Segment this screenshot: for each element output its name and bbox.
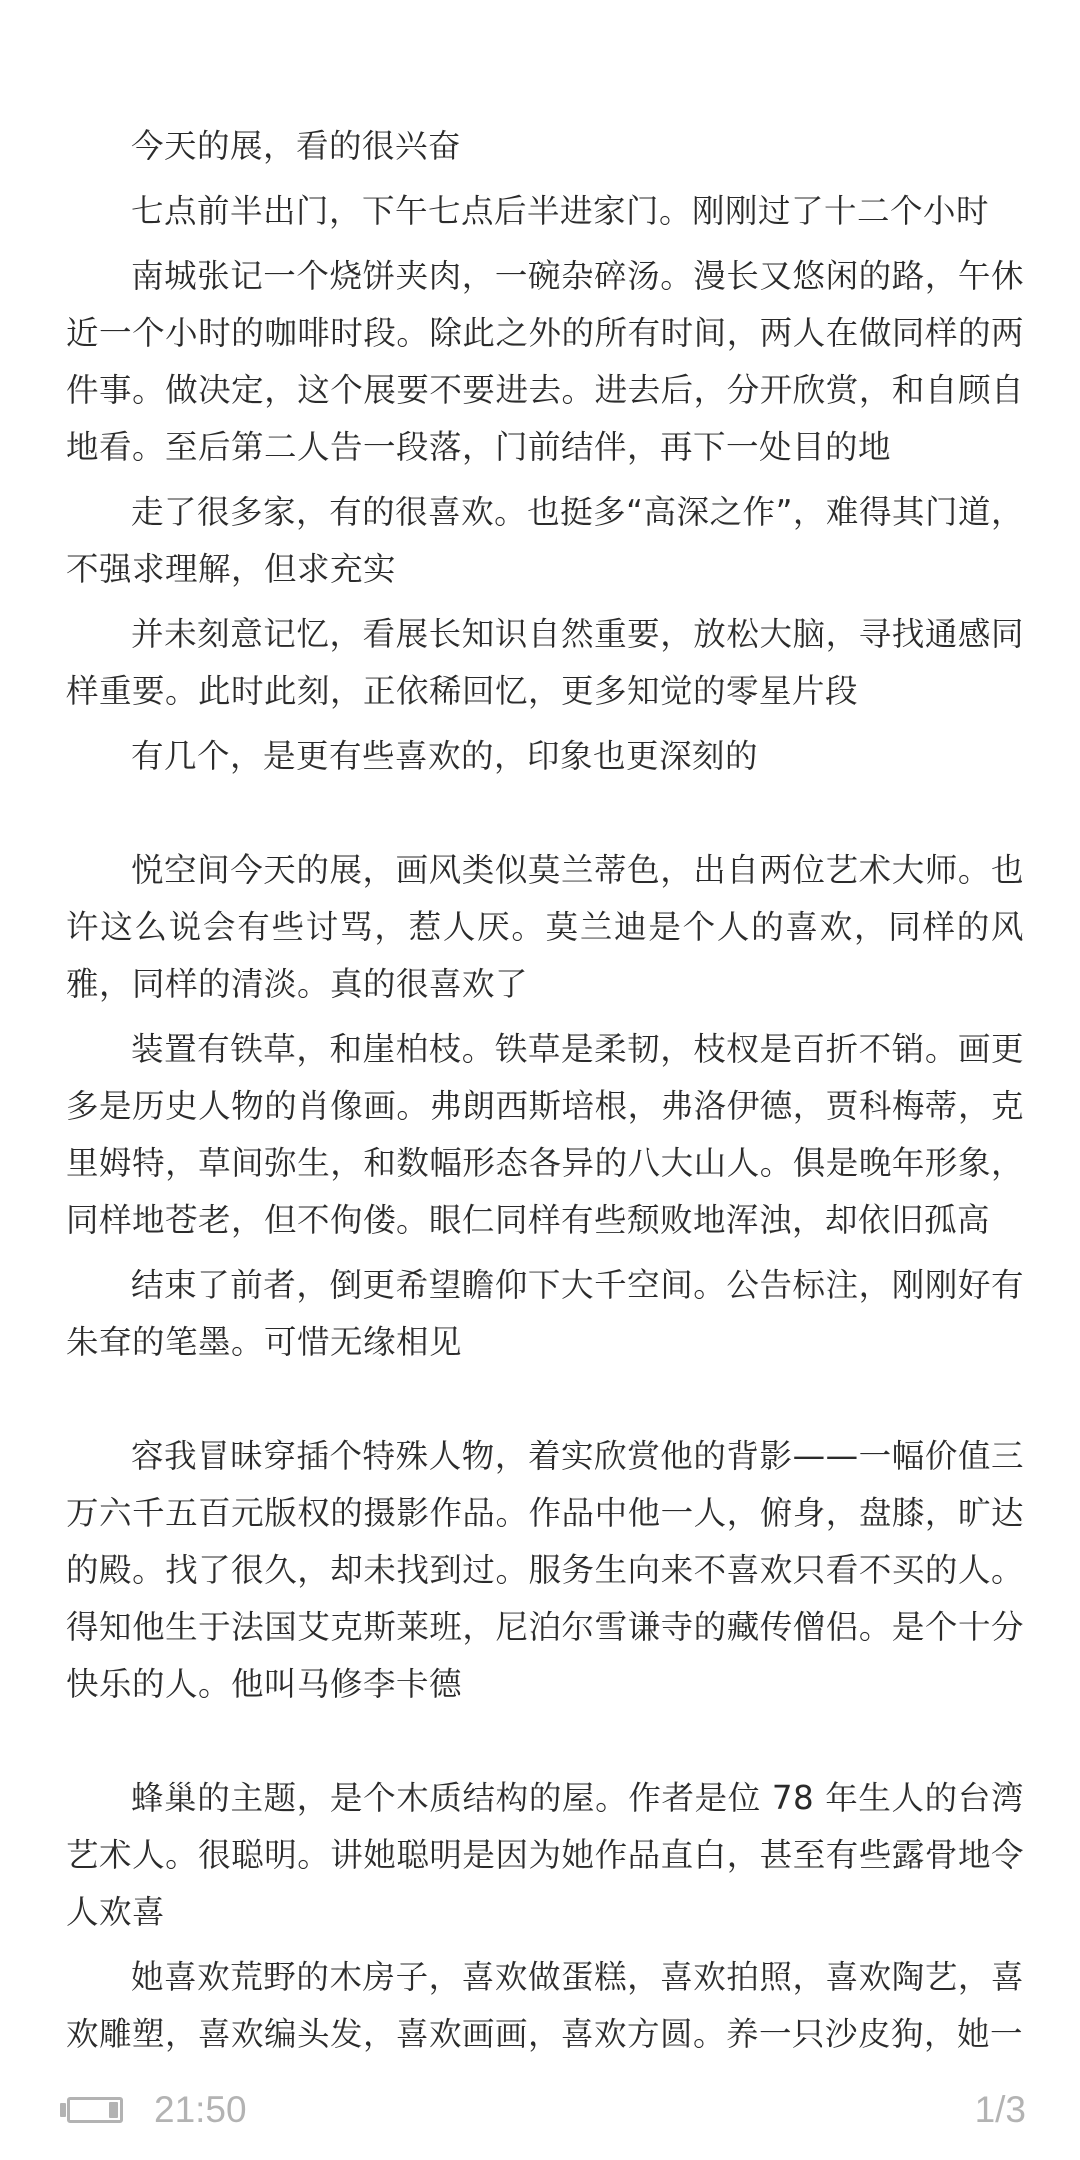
- paragraph: 南城张记一个烧饼夹肉，一碗杂碎汤。漫长又悠闲的路，午休近一个小时的咖啡时段。除此之外的所有时间，两人在做同样的两件事。做决定，这个展要不要进去。进去后，分开欣赏，和自顾自地看。至后第二人告一段落，门前结伴，再下一处目的地: [66, 257, 1024, 466]
- paragraph: 走了很多家，有的很喜欢。也挺多“高深之作”，难得其门道，不强求理解，但求充实: [66, 493, 1024, 588]
- reader-page: [66, 118, 1024, 2071]
- page-indicator: 1/3: [974, 2089, 1026, 2130]
- paragraph: 结束了前者，倒更希望瞻仰下大千空间。公告标注，刚刚好有朱耷的笔墨。可惜无缘相见: [66, 1266, 1024, 1361]
- paragraph: 容我冒昧穿插个特殊人物，着实欣赏他的背影——一幅价值三万六千五百元版权的摄影作品。作品中他一人，俯身，盘膝，旷达的殿。找了很久，却未找到过。服务生向来不喜欢只看不买的人。得知他生于法国艾克斯莱班，尼泊尔雪谦寺的藏传僧侣。是个十分快乐的人。他叫马修李卡德: [66, 1437, 1024, 1703]
- paragraph: 她喜欢荒野的木房子，喜欢做蛋糕，喜欢拍照，喜欢陶艺，喜欢雕塑，喜欢编头发，喜欢画画，喜欢方圆。养一只沙皮狗，她一: [66, 1958, 1024, 2053]
- paragraph: 有几个，是更有些喜欢的，印象也更深刻的: [131, 737, 759, 775]
- paragraph: 并未刻意记忆，看展长知识自然重要，放松大脑，寻找通感同样重要。此时此刻，正依稀回忆，更多知觉的零星片段: [66, 615, 1024, 710]
- paragraph: 七点前半出门，下午七点后半进家门。刚刚过了十二个小时: [131, 192, 990, 230]
- paragraph: 今天的展，看的很兴奋: [131, 127, 462, 165]
- battery-level-fill: [109, 2102, 118, 2118]
- paragraph: 装置有铁草，和崖柏枝。铁草是柔韧，枝杈是百折不销。画更多是历史人物的肖像画。弗朗西斯培根，弗洛伊德，贾科梅蒂，克里姆特，草间弥生，和数幅形态各异的八大山人。俱是晚年形象，同样地苍老，但不佝偻。眼仁同样有些颓败地浑浊，却依旧孤高: [66, 1030, 1024, 1239]
- clock: 21:50: [154, 2089, 247, 2130]
- battery-body: [67, 2097, 123, 2123]
- battery-terminal: [60, 2103, 66, 2117]
- battery-icon: [60, 2095, 128, 2125]
- reader-status-bar: [60, 2080, 1026, 2140]
- paragraph: 悦空间今天的展，画风类似莫兰蒂色，出自两位艺术大师。也许这么说会有些讨骂，惹人厌。莫兰迪是个人的喜欢，同样的风雅，同样的清淡。真的很喜欢了: [66, 851, 1024, 1003]
- paragraph: 蜂巢的主题，是个木质结构的屋。作者是位 78 年生人的台湾艺术人。很聪明。讲她聪明是因为她作品直白，甚至有些露骨地令人欢喜: [66, 1779, 1024, 1931]
